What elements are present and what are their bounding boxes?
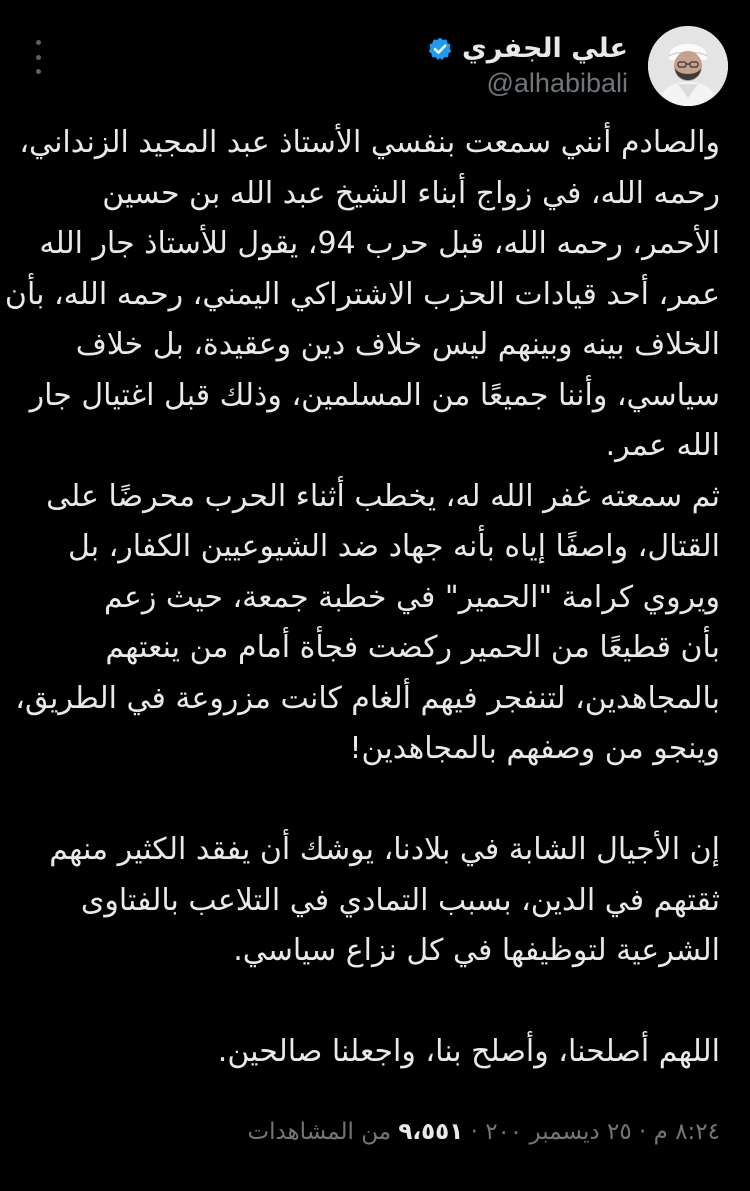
display-name[interactable]: علي الجفري bbox=[461, 33, 628, 64]
name-row bbox=[427, 33, 628, 64]
tweet-line: وينجو من وصفهم بالمجاهدين! bbox=[349, 731, 720, 766]
tweet-line: بالمجاهدين، لتنفجر فيهم ألغام كانت مزروعة في الطريق، bbox=[15, 680, 720, 716]
tweet-line: الله عمر. bbox=[605, 428, 720, 463]
tweet-meta bbox=[247, 1119, 720, 1145]
tweet-line: اللهم أصلحنا، وأصلح بنا، واجعلنا صالحين. bbox=[217, 1034, 720, 1069]
tweet-line: ويروي كرامة "الحمير" في خطبة جمعة، حيث زعم bbox=[104, 579, 720, 615]
meta-separator: · bbox=[470, 1119, 478, 1145]
tweet-line: إن الأجيال الشابة في بلادنا، يوشك أن يفقد الكثير منهم bbox=[49, 832, 720, 867]
more-dot-icon bbox=[36, 55, 41, 60]
tweet-line: رحمه الله، في زواج أبناء الشيخ عبد الله بن حسين bbox=[102, 175, 720, 211]
verified-badge-icon bbox=[427, 36, 453, 62]
tweet-text bbox=[4, 118, 720, 1078]
tweet-time[interactable]: ٨:٢٤ م bbox=[653, 1119, 720, 1145]
more-dot-icon bbox=[36, 40, 41, 45]
paragraph-break bbox=[20, 977, 720, 1028]
handle[interactable]: @alhabibali bbox=[486, 68, 628, 98]
avatar-photo-icon bbox=[648, 26, 728, 106]
views-count: ٩،٥٥١ bbox=[398, 1119, 464, 1145]
more-dot-icon bbox=[36, 69, 41, 74]
tweet-line: الشرعية لتوظيفها في كل نزاع سياسي. bbox=[233, 933, 720, 968]
tweet-date[interactable]: ٢٥ ديسمبر ٢٠٠ bbox=[485, 1119, 632, 1145]
author-names bbox=[427, 33, 628, 99]
meta-separator: · bbox=[639, 1119, 647, 1145]
tweet-line: ثم سمعته غفر الله له، يخطب أثناء الحرب محرضًا على bbox=[46, 478, 720, 514]
tweet-line: عمر، أحد قيادات الحزب الاشتراكي اليمني، رحمه الله، بأن bbox=[4, 276, 720, 312]
views-label: من المشاهدات bbox=[247, 1119, 392, 1145]
tweet-line: القتال، واصفًا إياه بأنه جهاد ضد الشيوعيين الكفار، بل bbox=[67, 529, 720, 564]
tweet-line: بأن قطيعًا من الحمير ركضت فجأة أمام من ينعتهم bbox=[105, 630, 720, 665]
paragraph-break bbox=[20, 775, 720, 826]
tweet-line: والصادم أنني سمعت بنفسي الأستاذ عبد المجيد الزنداني، bbox=[19, 125, 720, 160]
tweet-line: الخلاف بينه وبينهم ليس خلاف دين وعقيدة، بل خلاف bbox=[75, 327, 720, 362]
tweet-line: الأحمر، رحمه الله، قبل حرب 94، يقول للأستاذ جار الله bbox=[39, 226, 720, 261]
tweet-line: سياسي، وأننا جميعًا من المسلمين، وذلك قبل اغتيال جار bbox=[29, 377, 720, 413]
tweet-line: ثقتهم في الدين، بسبب التمادي في التلاعب بالفتاوى bbox=[80, 882, 720, 918]
tweet-header bbox=[427, 26, 728, 106]
avatar[interactable] bbox=[648, 26, 728, 106]
more-options-button[interactable] bbox=[28, 40, 48, 74]
